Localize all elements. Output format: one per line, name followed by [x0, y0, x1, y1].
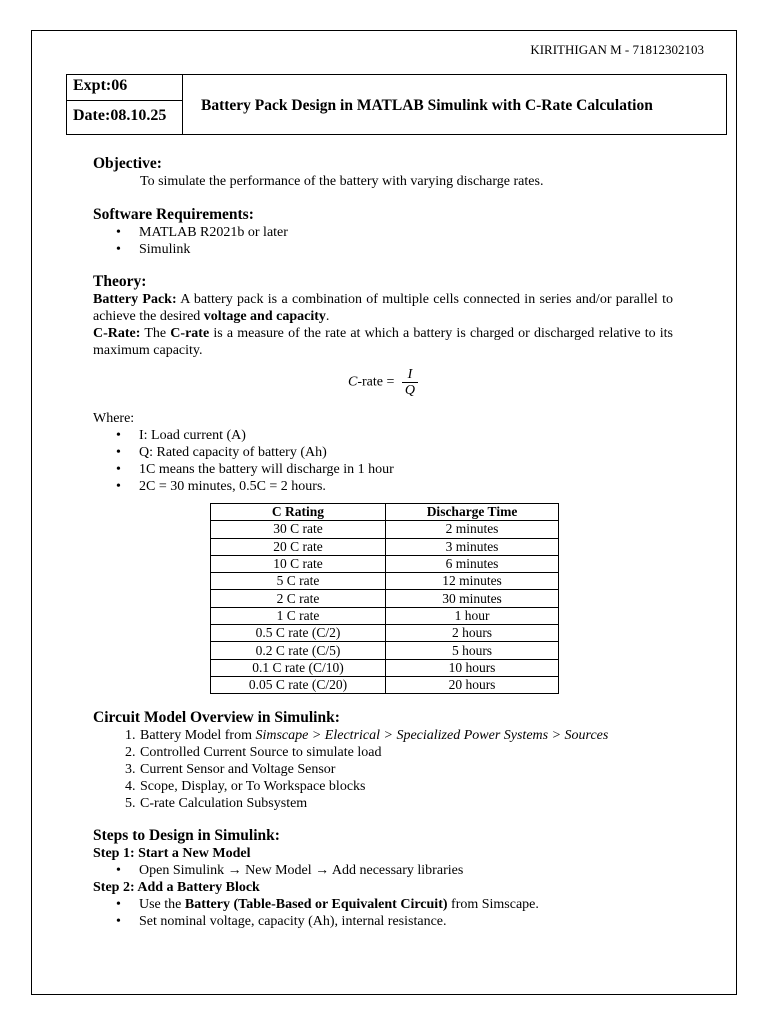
list-item: • MATLAB R2021b or later: [139, 224, 673, 241]
table-cell: 1 C rate: [211, 607, 386, 624]
battery-pack-end: .: [325, 309, 330, 324]
list-item: [139, 727, 673, 744]
experiment-title: Battery Pack Design in MATLAB Simulink with C-Rate Calculation: [201, 97, 653, 114]
steps-heading: Steps to Design in Simulink:: [93, 827, 280, 845]
battery-pack-text: A battery pack is a combination of multiple cells connected in series and/or parallel to achieve the desired: [93, 292, 673, 324]
software-heading: Software Requirements:: [93, 206, 254, 223]
step2-text-end: from Simscape.: [447, 897, 539, 913]
table-cell: 5 hours: [386, 642, 559, 659]
list-item: • Q: Rated capacity of battery (Ah): [139, 444, 673, 461]
table-row: [211, 625, 559, 642]
table-cell: 0.2 C rate (C/5): [211, 642, 386, 659]
table-cell: 20 hours: [386, 676, 559, 693]
table-cell: 5 C rate: [211, 573, 386, 590]
battery-pack-bold: voltage and capacity: [203, 309, 326, 324]
table-cell: 10 C rate: [211, 555, 386, 572]
column-header: C Rating: [211, 504, 386, 521]
experiment-date: Date:08.10.25: [67, 101, 183, 134]
table-row: [211, 538, 559, 555]
table-cell: 10 hours: [386, 659, 559, 676]
table-header-row: [211, 504, 559, 521]
table-cell: 3 minutes: [386, 538, 559, 555]
simscape-path: Simscape > Electrical > Specialized Power Systems > Sources: [255, 728, 609, 744]
list-item: 5. C-rate Calculation Subsystem: [139, 795, 673, 812]
table-row: [211, 642, 559, 659]
table-cell: 0.5 C rate (C/2): [211, 625, 386, 642]
formula-fraction: [402, 367, 418, 398]
list-item: • Open Simulink → New Model → Add necessary libraries: [139, 862, 673, 879]
table-row: [211, 573, 559, 590]
experiment-number: Expt:06: [67, 75, 183, 101]
table-row: [211, 607, 559, 624]
crate-paragraph: [93, 325, 673, 359]
where-label: Where:: [93, 411, 135, 426]
table-cell: 6 minutes: [386, 555, 559, 572]
list-item: • 2C = 30 minutes, 0.5C = 2 hours.: [139, 478, 673, 495]
formula-rate: -rate =: [357, 374, 395, 390]
list-item: • Set nominal voltage, capacity (Ah), internal resistance.: [139, 913, 673, 930]
table-cell: 1 hour: [386, 607, 559, 624]
experiment-header: [66, 74, 727, 135]
crate-text-end: is a measure of the rate at which a battery is charged or discharged relative to its maximum capacity.: [93, 326, 674, 358]
step1-label: Step 1: Start a New Model: [93, 846, 251, 862]
table-cell: 30 C rate: [211, 521, 386, 538]
software-list: [93, 224, 673, 258]
table-cell: 2 C rate: [211, 590, 386, 607]
table-cell: 0.1 C rate (C/10): [211, 659, 386, 676]
table-row: [211, 676, 559, 693]
circuit-heading: Circuit Model Overview in Simulink:: [93, 709, 340, 727]
document-body: [93, 154, 673, 930]
objective-heading: Objective:: [93, 155, 162, 172]
table-row: [211, 659, 559, 676]
table-cell: 0.05 C rate (C/20): [211, 676, 386, 693]
battery-pack-paragraph: [93, 291, 673, 325]
crate-text: The: [140, 326, 171, 341]
table-row: [211, 521, 559, 538]
theory-heading: Theory:: [93, 273, 147, 290]
objective-text: To simulate the performance of the battery with varying discharge rates.: [140, 174, 544, 189]
table-cell: 20 C rate: [211, 538, 386, 555]
step2-text: Use the: [139, 897, 185, 913]
list-item: • Simulink: [139, 241, 673, 258]
crate-bold: C-rate: [170, 326, 210, 341]
step1-list: [93, 862, 673, 879]
table-cell: 2 minutes: [386, 521, 559, 538]
crate-label: C-Rate:: [93, 326, 141, 341]
table-row: [211, 590, 559, 607]
battery-block-name: Battery (Table-Based or Equivalent Circuit): [184, 897, 448, 913]
step2-list: [93, 896, 673, 930]
circuit-item-text: Battery Model from: [140, 728, 256, 744]
formula-denominator: Q: [404, 383, 415, 398]
where-list: [93, 427, 673, 495]
formula-c: C: [347, 374, 358, 390]
circuit-list: [93, 727, 673, 812]
table-row: [211, 555, 559, 572]
list-item: • I: Load current (A): [139, 427, 673, 444]
table-cell: 2 hours: [386, 625, 559, 642]
crate-formula: [93, 367, 673, 401]
table-cell: 30 minutes: [386, 590, 559, 607]
step2-label: Step 2: Add a Battery Block: [93, 880, 260, 896]
table-cell: 12 minutes: [386, 573, 559, 590]
list-item: • 1C means the battery will discharge in 1 hour: [139, 461, 673, 478]
list-item: 3. Current Sensor and Voltage Sensor: [139, 761, 673, 778]
c-rate-table: [210, 503, 559, 694]
battery-pack-label: Battery Pack:: [93, 292, 177, 307]
formula-numerator: I: [402, 367, 418, 383]
list-item: 4. Scope, Display, or To Workspace blocks: [139, 778, 673, 795]
column-header: Discharge Time: [386, 504, 559, 521]
list-item: [139, 896, 673, 913]
author-line: KIRITHIGAN M - 71812302103: [530, 42, 704, 57]
list-item: 2. Controlled Current Source to simulate load: [139, 744, 673, 761]
